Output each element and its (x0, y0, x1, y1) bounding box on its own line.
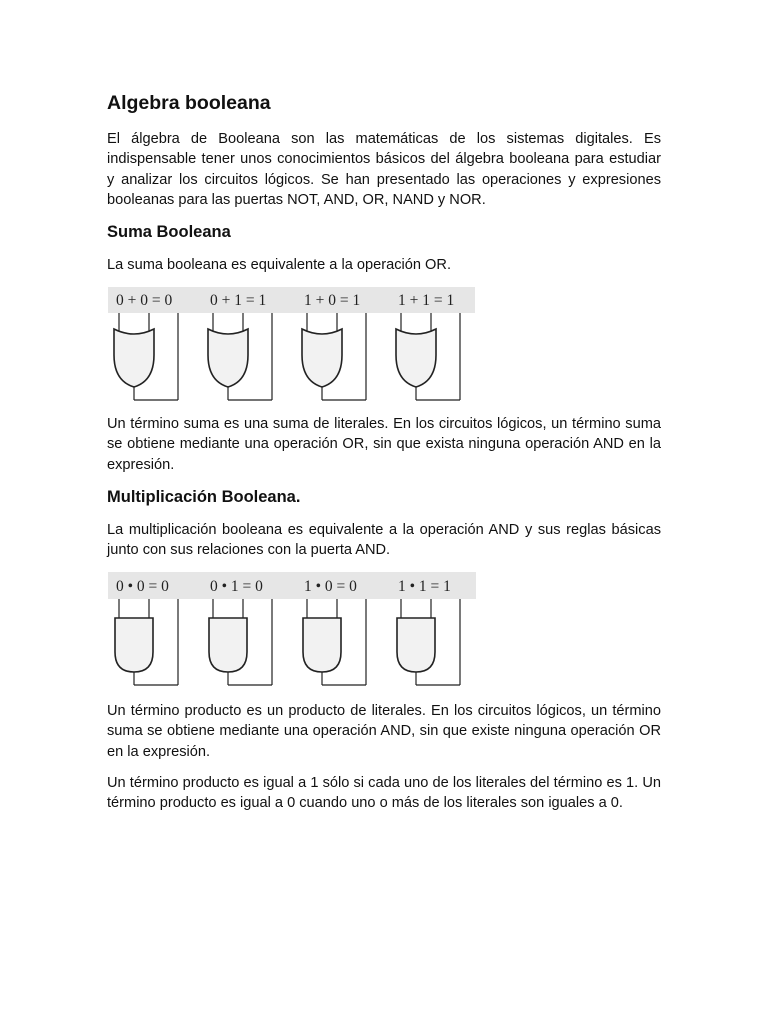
and-gate-icon (303, 599, 366, 685)
sum-heading: Suma Booleana (107, 223, 231, 241)
equation-label: 0 • 0 = 0 (116, 578, 169, 595)
equation-label: 1 + 0 = 1 (304, 292, 361, 309)
or-gate-icon (208, 313, 272, 400)
and-gate-icon (115, 599, 178, 685)
sum-term-paragraph: Un término suma es una suma de literales. En los circuitos lógicos, un término suma se obtiene mediante una operación OR, sin que exista ninguna operación AND en la expresión. (107, 416, 661, 473)
and-gate-icon (209, 599, 272, 685)
intro-paragraph: El álgebra de Booleana son las matemáticas de los sistemas digitales. Es indispensable tener unos conocimientos básicos del álgebra booleana para estudiar y analizar los circuitos lógicos. Se han presentado las operaciones y expresiones booleanas para las puertas NOT, AND, OR, NAND y NOR. (107, 131, 661, 209)
equation-label: 0 • 1 = 0 (210, 578, 263, 595)
equation-label: 1 • 1 = 1 (398, 578, 451, 595)
or-gates-diagram (107, 287, 477, 403)
equation-label: 0 + 0 = 0 (116, 292, 173, 309)
and-gates-figure (107, 572, 477, 690)
and-gate-icon (397, 599, 460, 685)
equation-label: 1 • 0 = 0 (304, 578, 357, 595)
or-gate-icon (114, 313, 178, 400)
equation-label: 0 + 1 = 1 (210, 292, 267, 309)
or-gates-figure (107, 287, 477, 403)
and-gates-diagram (107, 572, 477, 690)
mult-heading: Multiplicación Booleana. (107, 488, 301, 506)
or-gate-icon (302, 313, 366, 400)
page-title: Algebra booleana (107, 92, 271, 114)
product-value-paragraph: Un término producto es igual a 1 sólo si cada uno de los literales del término es 1. Un término producto es igual a 0 cuando uno o más de los literales son iguales a 0. (107, 775, 661, 812)
product-term-paragraph: Un término producto es un producto de literales. En los circuitos lógicos, un término suma se obtiene mediante una operación AND, sin que existe ninguna operación OR en la expresión. (107, 703, 661, 760)
or-gate-icon (396, 313, 460, 400)
mult-lead-paragraph: La multiplicación booleana es equivalente a la operación AND y sus reglas básicas junto con sus relaciones con la puerta AND. (107, 522, 661, 559)
equation-label: 1 + 1 = 1 (398, 292, 455, 309)
sum-lead-paragraph: La suma booleana es equivalente a la operación OR. (107, 257, 451, 273)
